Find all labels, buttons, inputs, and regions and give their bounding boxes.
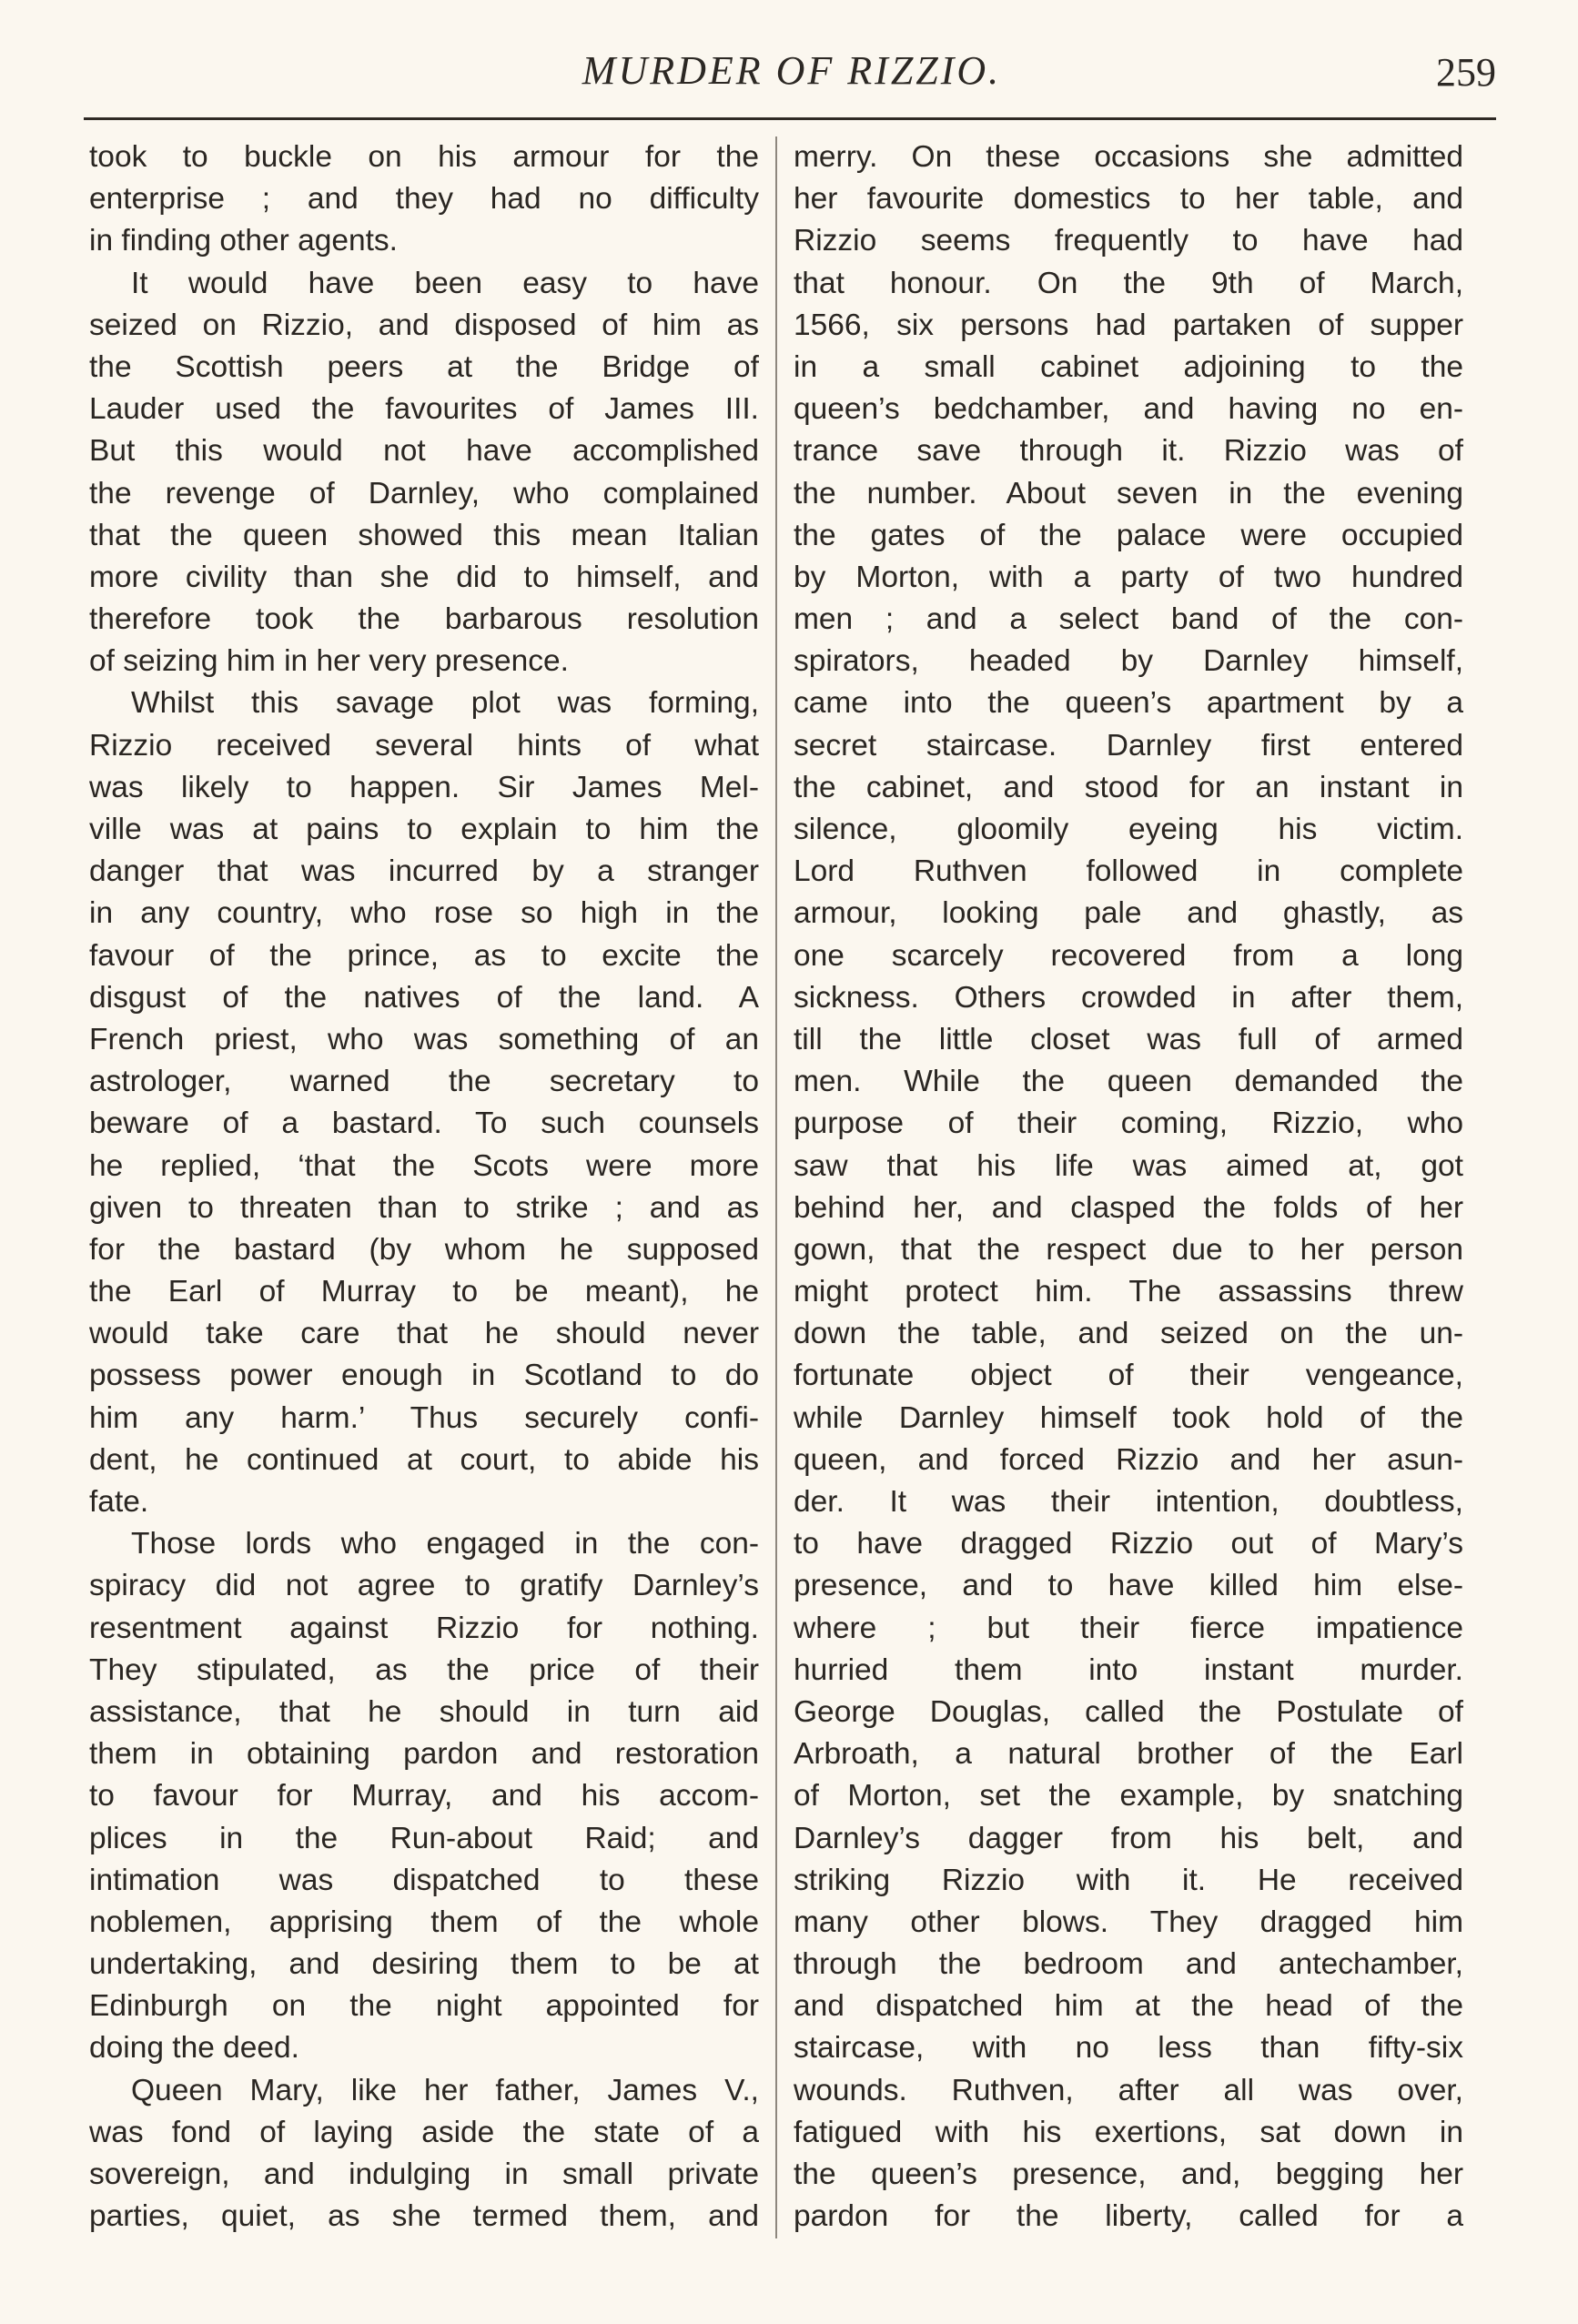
- text-line: plices in the Run-about Raid; and: [89, 1821, 759, 1855]
- text-line: beware of a bastard. To such counsels: [89, 1106, 759, 1141]
- text-line: undertaking, and desiring them to be at: [89, 1947, 759, 1982]
- text-line: while Darnley himself took hold of the: [794, 1400, 1463, 1435]
- text-line: that honour. On the 9th of March,: [794, 266, 1463, 300]
- text-line: Edinburgh on the night appointed for: [89, 1989, 759, 2024]
- text-line: that the queen showed this mean Italian: [89, 518, 759, 552]
- text-line: therefore took the barbarous resolution: [89, 602, 759, 637]
- text-line: spirators, headed by Darnley himself,: [794, 644, 1463, 679]
- text-line: seized on Rizzio, and disposed of him as: [89, 308, 759, 342]
- text-line: the Earl of Murray to be meant), he: [89, 1275, 759, 1309]
- text-line: fate.: [89, 1485, 149, 1519]
- page-header: [0, 47, 1578, 111]
- text-line: saw that his life was aimed at, got: [794, 1148, 1463, 1183]
- text-line: many other blows. They dragged him: [794, 1905, 1463, 1939]
- text-line: Darnley’s dagger from his belt, and: [794, 1821, 1463, 1855]
- text-line: of Morton, set the example, by snatching: [794, 1779, 1463, 1814]
- text-line: queen’s bedchamber, and having no en-: [794, 392, 1463, 427]
- text-line: favour of the prince, as to excite the: [89, 938, 759, 973]
- text-line: But this would not have accomplished: [89, 434, 759, 469]
- text-line: hurried them into instant murder.: [794, 1652, 1463, 1687]
- text-line: Whilst this savage plot was forming,: [131, 686, 759, 721]
- text-line: behind her, and clasped the folds of her: [794, 1190, 1463, 1225]
- text-line: by Morton, with a party of two hundred: [794, 560, 1463, 594]
- text-line: dent, he continued at court, to abide his: [89, 1442, 759, 1477]
- column-divider: [775, 136, 777, 2238]
- text-line: came into the queen’s apartment by a: [794, 686, 1463, 721]
- text-line: where ; but their fierce impatience: [794, 1611, 1463, 1645]
- text-line: the revenge of Darnley, who complained: [89, 476, 759, 510]
- text-line: Lord Ruthven followed in complete: [794, 854, 1463, 889]
- right-text-column: [794, 136, 1463, 2257]
- text-line: secret staircase. Darnley first entered: [794, 728, 1463, 763]
- text-line: noblemen, apprising them of the whole: [89, 1905, 759, 1939]
- text-line: spiracy did not agree to gratify Darnley’s: [89, 1569, 759, 1603]
- text-line: and dispatched him at the head of the: [794, 1989, 1463, 2024]
- text-line: danger that was incurred by a stranger: [89, 854, 759, 889]
- text-line: was likely to happen. Sir James Mel-: [89, 770, 759, 804]
- text-line: given to threaten than to strike ; and as: [89, 1190, 759, 1225]
- text-line: one scarcely recovered from a long: [794, 938, 1463, 973]
- text-line: ville was at pains to explain to him the: [89, 813, 759, 846]
- text-line: It would have been easy to have: [131, 266, 759, 300]
- text-line: the cabinet, and stood for an instant in: [794, 770, 1463, 804]
- text-line: might protect him. The assassins threw: [794, 1275, 1463, 1309]
- text-line: silence, gloomily eyeing his victim.: [794, 813, 1463, 846]
- text-line: the Scottish peers at the Bridge of: [89, 349, 759, 384]
- text-line: pardon for the liberty, called for a: [794, 2199, 1463, 2234]
- text-line: men ; and a select band of the con-: [794, 602, 1463, 637]
- text-line: more civility than she did to himself, and: [89, 560, 759, 594]
- text-line: Rizzio received several hints of what: [89, 728, 759, 763]
- text-line: disgust of the natives of the land. A: [89, 980, 759, 1015]
- text-line: parties, quiet, as she termed them, and: [89, 2199, 759, 2234]
- text-line: sickness. Others crowded in after them,: [794, 980, 1463, 1015]
- text-line: staircase, with no less than fifty-six: [794, 2031, 1463, 2066]
- text-line: for the bastard (by whom he supposed: [89, 1232, 759, 1267]
- text-line: through the bedroom and antechamber,: [794, 1947, 1463, 1982]
- text-line: wounds. Ruthven, after all was over,: [794, 2073, 1463, 2107]
- header-rule: [84, 117, 1496, 120]
- page-number: 259: [1436, 50, 1496, 95]
- text-line: the gates of the palace were occupied: [794, 518, 1463, 552]
- text-line: them in obtaining pardon and restoration: [89, 1737, 759, 1772]
- text-line: her favourite domestics to her table, and: [794, 182, 1463, 217]
- text-line: sovereign, and indulging in small private: [89, 2157, 759, 2191]
- text-line: fortunate object of their vengeance,: [794, 1359, 1463, 1393]
- text-line: Those lords who engaged in the con-: [131, 1527, 759, 1561]
- text-line: French priest, who was something of an: [89, 1022, 759, 1056]
- text-line: him any harm.’ Thus securely confi-: [89, 1400, 759, 1435]
- text-line: Arbroath, a natural brother of the Earl: [794, 1737, 1463, 1772]
- left-text-column: [89, 136, 759, 2257]
- text-line: to favour for Murray, and his accom-: [89, 1779, 759, 1814]
- text-line: the number. About seven in the evening: [794, 476, 1463, 510]
- running-title: MURDER OF RIZZIO.: [582, 48, 1002, 93]
- text-line: assistance, that he should in turn aid: [89, 1694, 759, 1729]
- text-line: armour, looking pale and ghastly, as: [794, 896, 1463, 931]
- text-line: Rizzio seems frequently to have had: [794, 224, 1463, 258]
- text-line: gown, that the respect due to her person: [794, 1232, 1463, 1267]
- text-line: trance save through it. Rizzio was of: [794, 434, 1463, 469]
- text-line: presence, and to have killed him else-: [794, 1569, 1463, 1603]
- text-line: merry. On these occasions she admitted: [794, 140, 1463, 174]
- text-line: resentment against Rizzio for nothing.: [89, 1611, 759, 1645]
- text-line: enterprise ; and they had no difficulty: [89, 182, 759, 217]
- text-line: astrologer, warned the secretary to: [89, 1065, 759, 1099]
- text-line: in any country, who rose so high in the: [89, 896, 759, 931]
- text-line: would take care that he should never: [89, 1317, 759, 1351]
- text-line: the queen’s presence, and, begging her: [794, 2157, 1463, 2191]
- text-line: Queen Mary, like her father, James V.,: [131, 2073, 759, 2107]
- text-line: till the little closet was full of armed: [794, 1022, 1463, 1056]
- text-line: in a small cabinet adjoining to the: [794, 349, 1463, 384]
- text-line: doing the deed.: [89, 2031, 299, 2066]
- text-line: in finding other agents.: [89, 224, 398, 258]
- text-line: der. It was their intention, doubtless,: [794, 1485, 1463, 1519]
- text-line: intimation was dispatched to these: [89, 1863, 759, 1897]
- text-line: purpose of their coming, Rizzio, who: [794, 1106, 1463, 1141]
- text-line: They stipulated, as the price of their: [89, 1652, 759, 1687]
- text-line: of seizing him in her very presence.: [89, 644, 569, 679]
- text-line: down the table, and seized on the un-: [794, 1317, 1463, 1351]
- text-line: Lauder used the favourites of James III.: [89, 392, 759, 427]
- text-line: George Douglas, called the Postulate of: [794, 1694, 1463, 1729]
- text-line: queen, and forced Rizzio and her asun-: [794, 1442, 1463, 1477]
- text-line: 1566, six persons had partaken of supper: [794, 308, 1463, 342]
- text-line: fatigued with his exertions, sat down in: [794, 2115, 1463, 2149]
- text-line: possess power enough in Scotland to do: [89, 1359, 759, 1393]
- text-line: striking Rizzio with it. He received: [794, 1863, 1463, 1897]
- text-line: he replied, ‘that the Scots were more: [89, 1148, 759, 1183]
- text-line: to have dragged Rizzio out of Mary’s: [794, 1527, 1463, 1561]
- text-line: men. While the queen demanded the: [794, 1065, 1463, 1099]
- text-line: was fond of laying aside the state of a: [89, 2115, 759, 2149]
- text-line: took to buckle on his armour for the: [89, 140, 759, 174]
